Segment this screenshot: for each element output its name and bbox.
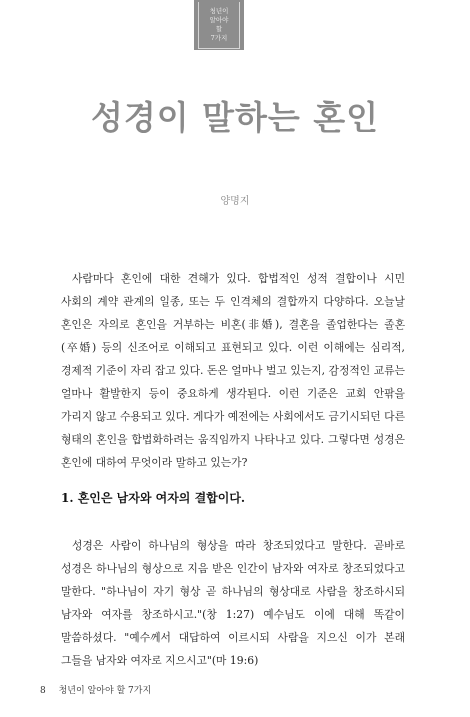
author-name: 양명지 <box>220 196 250 207</box>
chapter-tab-label <box>198 2 240 49</box>
section-heading: 1. 혼인은 남자와 여자의 결합이다. <box>61 491 246 505</box>
page-number: 8 <box>40 686 46 696</box>
page-footer <box>40 683 151 696</box>
section-paragraph: 성경은 사람이 하나님의 형상을 따라 창조되었다고 말한다. 곧바로 성경은 하나님의 형상으로 지음 받은 인간이 남자와 여자로 창조되었다고 말한다. "하나님이 자기 형상 곧 하나님의 형상대로 사람을 창조하시되 남자와 여자를 창조하시고."(창 1:27) 예수님도 이에 대해 똑같이 말씀하셨다. "예수께서 대답하여 이르시되 사람을 지으신 이가 본래 그들을 남자와 여자로 지으시고"(마 19:6) <box>61 539 405 667</box>
intro-paragraph: 사람마다 혼인에 대한 견해가 있다. 합법적인 성적 결합이나 시민 사회의 계약 관계의 일종, 또는 두 인격체의 결합까지 다양하다. 오늘날 혼인은 자의로 혼인을 거부하는 비혼(非婚), 결혼을 졸업한다는 졸혼(卒婚) 등의 신조어로 이해되고 표현되고 있다. 이런 이해에는 심리적, 경제적 기준이 자리 잡고 있다. 돈은 얼마나 벌고 있는지, 감정적인 교류는 얼마나 활발한지 등이 중요하게 생각된다. 이런 기준은 교회 안팎을 가리지 않고 수용되고 있다. 게다가 예전에는 사회에서도 금기시되던 다른 형태의 혼인을 합법화하려는 움직임까지 나타나고 있다. 그렇다면 성경은 혼인에 대하여 무엇이라 말하고 있는가? <box>61 272 405 469</box>
tab-line: 7가지 <box>210 33 228 42</box>
chapter-tab <box>194 0 244 50</box>
page-title: 성경이 말하는 혼인 <box>90 98 379 137</box>
tab-line: 알아야 <box>209 15 229 24</box>
tab-line: 청년이 <box>209 6 229 15</box>
tab-line: 할 <box>215 24 223 33</box>
running-title: 청년이 알아야 할 7가지 <box>58 686 152 696</box>
